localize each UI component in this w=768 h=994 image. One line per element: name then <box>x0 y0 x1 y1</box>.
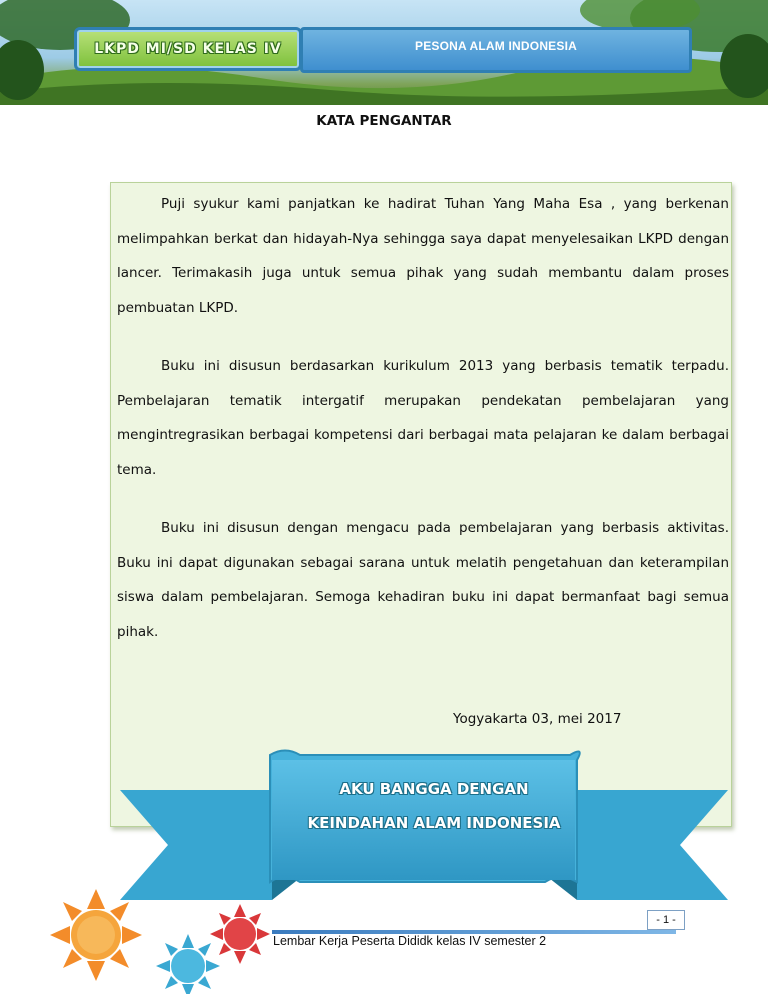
paragraph-2: Buku ini disusun berdasarkan kurikulum 2013 yang berbasis tematik terpadu. Pembelajaran tematik intergatif merupakan pendekatan pembelajaran yang mengintregrasikan berbagai kompetensi dari berbagai mata pelajaran ke dalam berbagai tema. <box>117 358 729 479</box>
red-sun-icon <box>210 904 270 964</box>
paragraph-1: Puji syukur kami panjatkan ke hadirat Tuhan Yang Maha Esa , yang berkenan melimpahkan berkat dan hidayah-Nya sehingga saya dapat menyelesaikan LKPD dengan lancer. Terimakasih juga untuk semua pihak yang sudah membantu dalam proses pembuatan LKPD. <box>117 196 729 317</box>
orange-sun-icon <box>50 889 142 981</box>
footer-text: Lembar Kerja Peserta Dididk kelas IV semester 2 <box>273 934 547 948</box>
grade-label-text: LKPD MI/SD KELAS IV <box>94 41 282 57</box>
ribbon-line-1: AKU BANGGA DENGAN <box>339 780 529 798</box>
paragraph-3: Buku ini disusun dengan mengacu pada pembelajaran yang berbasis aktivitas. Buku ini dapat digunakan sebagai sarana untuk melatih pengetahuan dan keterampilan siswa dalam pembelajaran. Semoga kehadiran buku ini dapat bermanfaat bagi semua pihak. <box>117 520 729 641</box>
theme-label-text: PESONA ALAM INDONESIA <box>415 39 577 53</box>
page-title: KATA PENGANTAR <box>316 113 452 129</box>
page-number: - 1 - <box>647 910 685 930</box>
signature-place-date: Yogyakarta 03, mei 2017 <box>453 711 622 727</box>
ribbon-line-2: KEINDAHAN ALAM INDONESIA <box>307 814 561 832</box>
blue-sun-icon <box>156 934 220 994</box>
